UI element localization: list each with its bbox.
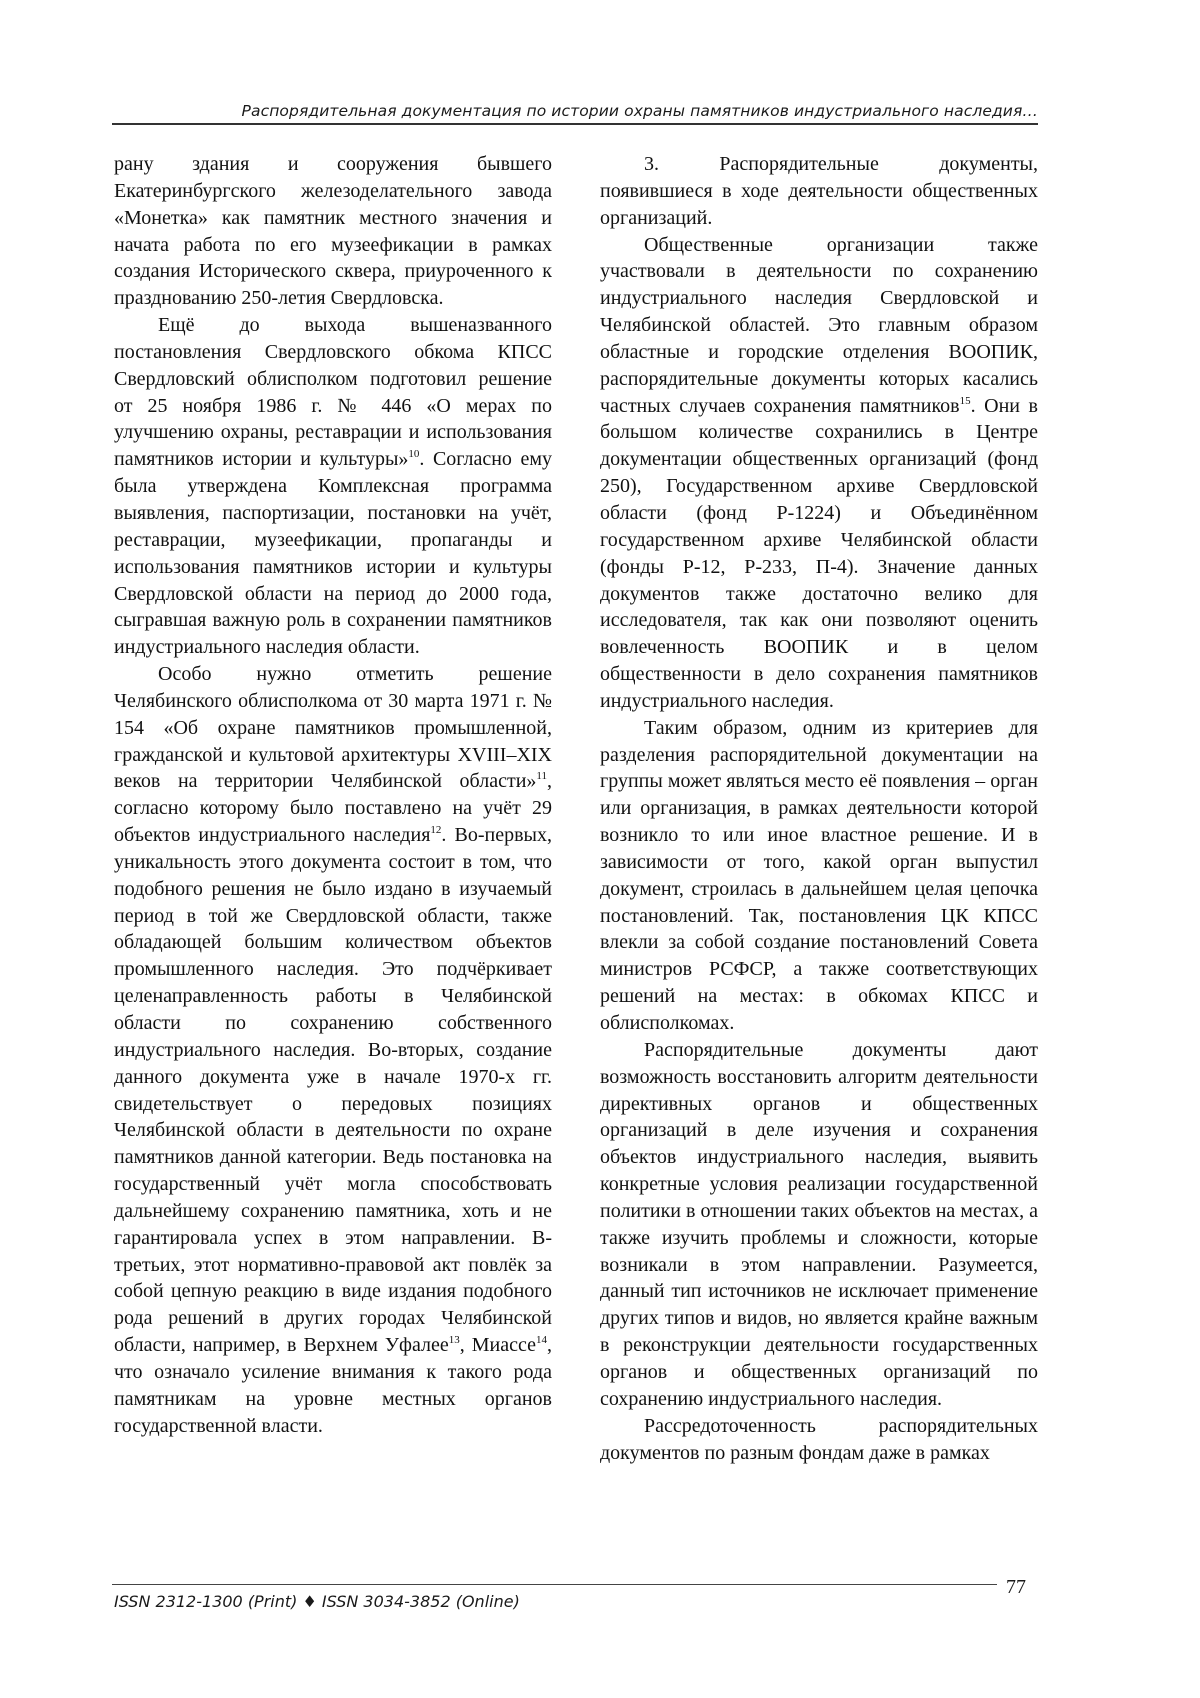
text-run: . Согласно ему была утверждена Комплексная программа выявления, паспортизации, постановки на учёт, реставрации, музеефикации, пропаганды и использования памятников истории и культуры Свердловской области на период до 2000 года, сыгравшая важную роль в сохранении памятников индустриального наследия области. xyxy=(114,448,553,659)
paragraph xyxy=(600,232,1038,715)
text-run: Ещё до выхода вышеназванного постановления Свердловского обкома КПСС Свердловский облисполком подготовил решение от 25 ноября 1986 г. № 446 «О мерах по улучшению охраны, реставрации и использования памятников истории и культуры» xyxy=(114,314,552,471)
footnote-ref: 12 xyxy=(430,824,442,837)
footnote-ref: 11 xyxy=(536,770,547,783)
paragraph: рану здания и сооружения бывшего Екатеринбургского железоделательного завода «Монетка» как памятник местного значения и начата работа по его музеефикации в рамках создания Исторического сквера, приуроченного к празднованию 250-летия Свердловска. xyxy=(114,153,552,310)
paragraph xyxy=(114,312,552,661)
running-head: Распорядительная документация по истории охраны памятников индустриального наследия… xyxy=(241,102,1038,120)
text-run: Особо нужно отметить решение Челябинского облисполкома от 30 марта 1971 г. № 154 «Об охране памятников промышленной, гражданской и культовой архитектуры XVIII–XIX веков на территории Челябинской области» xyxy=(114,663,552,793)
issn-line: ISSN 2312-1300 (Print) ♦ ISSN 3034-3852 (Online) xyxy=(114,1592,520,1611)
page-number: 77 xyxy=(1006,1576,1026,1598)
paragraph: Рассредоточенность распорядительных документов по разным фондам даже в рамках xyxy=(600,1414,1038,1464)
text-run: , что означало усиление внимания к такого рода памятникам на уровне местных органов государственной власти. xyxy=(114,1334,552,1437)
footnote-ref: 13 xyxy=(448,1334,460,1347)
footnote-ref: 14 xyxy=(536,1334,547,1347)
text-run: , Миассе xyxy=(459,1334,536,1357)
footer-rule xyxy=(112,1584,997,1585)
right-column xyxy=(600,151,1038,1466)
header-rule xyxy=(112,123,1038,125)
text-run: Общественные организации также участвовали в деятельности по сохранению индустриального наследия Свердловской и Челябинской областей. Это главным образом областные и городские отделения ВООПИК, распорядительные документы которых касались частных случаев сохранения памятников xyxy=(600,233,1038,417)
text-run: , согласно которому было поставлено на учёт 29 объектов индустриального наследия xyxy=(114,770,552,847)
paragraph xyxy=(114,661,552,1439)
footnote-ref: 15 xyxy=(959,394,971,407)
left-column xyxy=(114,151,552,1440)
paragraph: Распорядительные документы дают возможность восстановить алгоритм деятельности директивных органов и общественных организаций в деле изучения и сохранения объектов индустриального наследия, выявить конкретные условия реализации государственной политики в отношении таких объектов на местах, а также изучить проблемы и сложности, которые возникали в этом направлении. Разумеется, данный тип источников не исключает применение других типов и видов, но является крайне важным в реконструкции деятельности государственных органов и общественных организаций по сохранению индустриального наследия. xyxy=(600,1038,1038,1410)
footnote-ref: 10 xyxy=(408,448,420,461)
text-run: . Во-первых, уникальность этого документа состоит в том, что подобного решения не было издано в изучаемый период в той же Свердловской области, также обладающей большим количеством объектов промышленного наследия. Это подчёркивает целенаправленность работы в Челябинской области по сохранению собственного индустриального наследия. Во-вторых, создание данного документа уже в начале 1970-х гг. свидетельствует о передовых позициях Челябинской области в деятельности по охране памятников данной категории. Ведь постановка на государственный учёт могла способствовать дальнейшему сохранению памятника, хоть и не гарантировала успех в этом направлении. В-третьих, этот нормативно-правовой акт повлёк за собой цепную реакцию в виде издания подобного рода решений в других городах Челябинской области, например, в Верхнем Уфалее xyxy=(114,824,552,1357)
section-heading: 3. Распорядительные документы, появившиеся в ходе деятельности общественных организаций. xyxy=(600,153,1038,229)
text-run: . Они в большом количестве сохранились в Центре документации общественных организаций (фонд 250), Государственном архиве Свердловской области (фонд Р-1224) и Объединённом государственном архиве Челябинской области (фонды Р-12, Р-233, П-4). Значение данных документов также достаточно велико для исследователя, так как они позволяют оценить вовлеченность ВООПИК и в целом общественности в дело сохранения памятников индустриального наследия. xyxy=(600,394,1038,712)
paragraph: Таким образом, одним из критериев для разделения распорядительной документации на группы может являться место её появления – орган или организация, в рамках деятельности которой возникло то или иное властное решение. И в зависимости от того, какой орган выпустил документ, строилась в дальнейшем целая цепочка постановлений. Так, постановления ЦК КПСС влекли за собой создание постановлений Совета министров РСФСР, а также соответствующих решений на местах: в обкомах КПСС и облисполкомах. xyxy=(600,716,1038,1034)
